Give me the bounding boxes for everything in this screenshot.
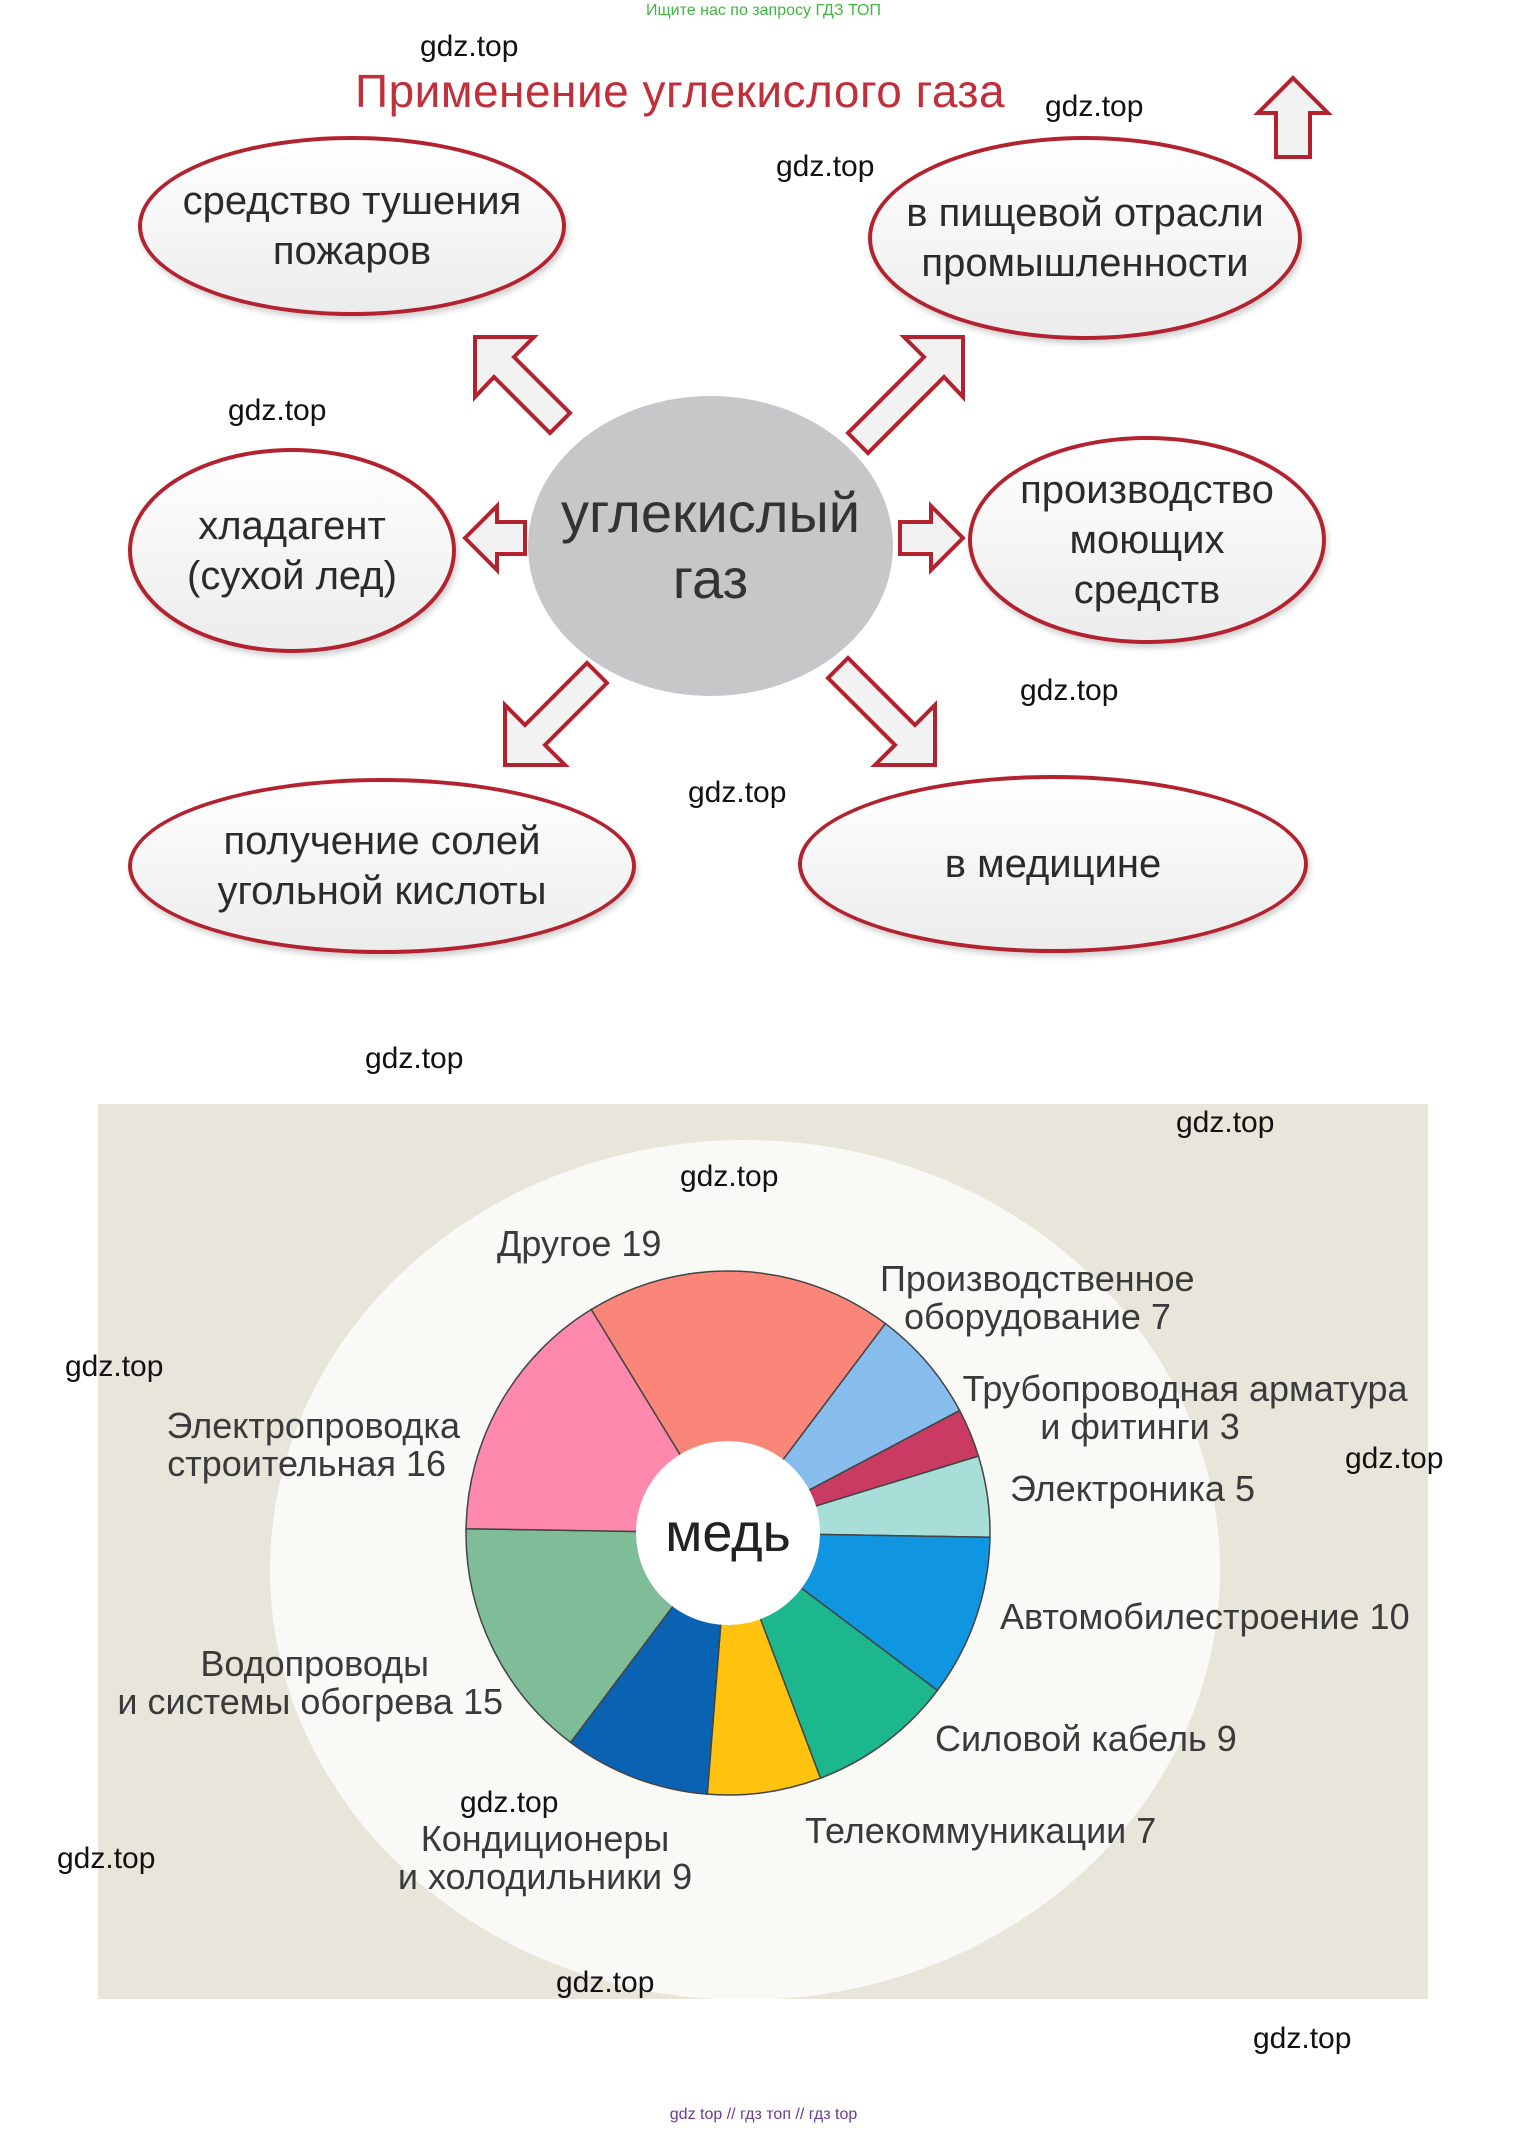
label-water-line2: и системы обогрева 15: [117, 1681, 503, 1722]
watermark: gdz.top: [1045, 90, 1144, 123]
watermark: gdz.top: [556, 1966, 655, 1999]
watermark: gdz.top: [460, 1786, 559, 1819]
label-ac-line1: Кондиционеры: [420, 1818, 670, 1859]
label-ac-line2: и холодильники 9: [397, 1856, 693, 1897]
label-ac: [380, 1820, 710, 1896]
label-fittings-line2: и фитинги 3: [1040, 1406, 1240, 1447]
watermark: gdz.top: [57, 1842, 156, 1875]
use-medicine-line1: в медицине: [944, 842, 1162, 886]
watermark: gdz.top: [1253, 2022, 1352, 2055]
use-salts-line1: получение солей: [223, 819, 541, 863]
label-telecom: Телекоммуникации 7: [805, 1810, 1157, 1851]
watermark: gdz.top: [1176, 1106, 1275, 1139]
label-water-line1: Водопроводы: [200, 1643, 429, 1684]
use-detergent-line1: производство: [1020, 468, 1274, 512]
watermark: gdz.top: [1020, 674, 1119, 707]
center-line2: газ: [672, 547, 749, 610]
label-wiring: [120, 1407, 460, 1483]
label-electronics: Электроника 5: [1010, 1468, 1255, 1509]
use-coolant-line2: (сухой лед): [187, 553, 397, 598]
label-wiring-line1: Электропроводка: [166, 1405, 460, 1446]
use-coolant-line1: хладагент: [198, 503, 386, 548]
label-water: [108, 1645, 503, 1721]
top-banner: Ищите нас по запросу ГДЗ ТОП: [646, 2, 881, 19]
label-fittings: [955, 1370, 1415, 1446]
watermark: gdz.top: [680, 1160, 779, 1193]
center-line1: углекислый: [560, 481, 860, 544]
watermark: gdz.top: [1345, 1442, 1444, 1475]
pie-center-label: медь: [665, 1503, 791, 1563]
use-food-line2: промышленности: [921, 241, 1249, 285]
label-cable: Силовой кабель 9: [935, 1718, 1237, 1759]
watermark: gdz.top: [65, 1350, 164, 1383]
use-fire-line2: пожаров: [272, 229, 432, 273]
watermark: gdz.top: [688, 776, 787, 809]
label-other: Другое 19: [497, 1223, 662, 1264]
watermark: gdz.top: [365, 1042, 464, 1075]
label-equipment: [880, 1260, 1195, 1336]
label-equipment-line2: оборудование 7: [904, 1296, 1171, 1337]
bottom-banner: gdz top // гдз топ // гдз top: [669, 2106, 858, 2123]
use-food-line1: в пищевой отрасли: [906, 191, 1264, 235]
use-detergent-line3: средств: [1073, 568, 1221, 612]
watermark: gdz.top: [420, 30, 519, 63]
label-auto: Автомобилестроение 10: [1000, 1596, 1410, 1637]
use-fire-line1: средство тушения: [182, 179, 522, 223]
use-detergent-line2: моющих: [1069, 518, 1225, 562]
watermark: gdz.top: [228, 394, 327, 427]
label-wiring-line2: строительная 16: [167, 1443, 446, 1484]
use-salts-line2: угольной кислоты: [217, 869, 547, 913]
label-equipment-line1: Производственное: [880, 1258, 1195, 1299]
diagram-title: Применение углекислого газа: [355, 65, 1006, 117]
label-fittings-line1: Трубопроводная арматура: [962, 1368, 1408, 1409]
watermark: gdz.top: [776, 150, 875, 183]
